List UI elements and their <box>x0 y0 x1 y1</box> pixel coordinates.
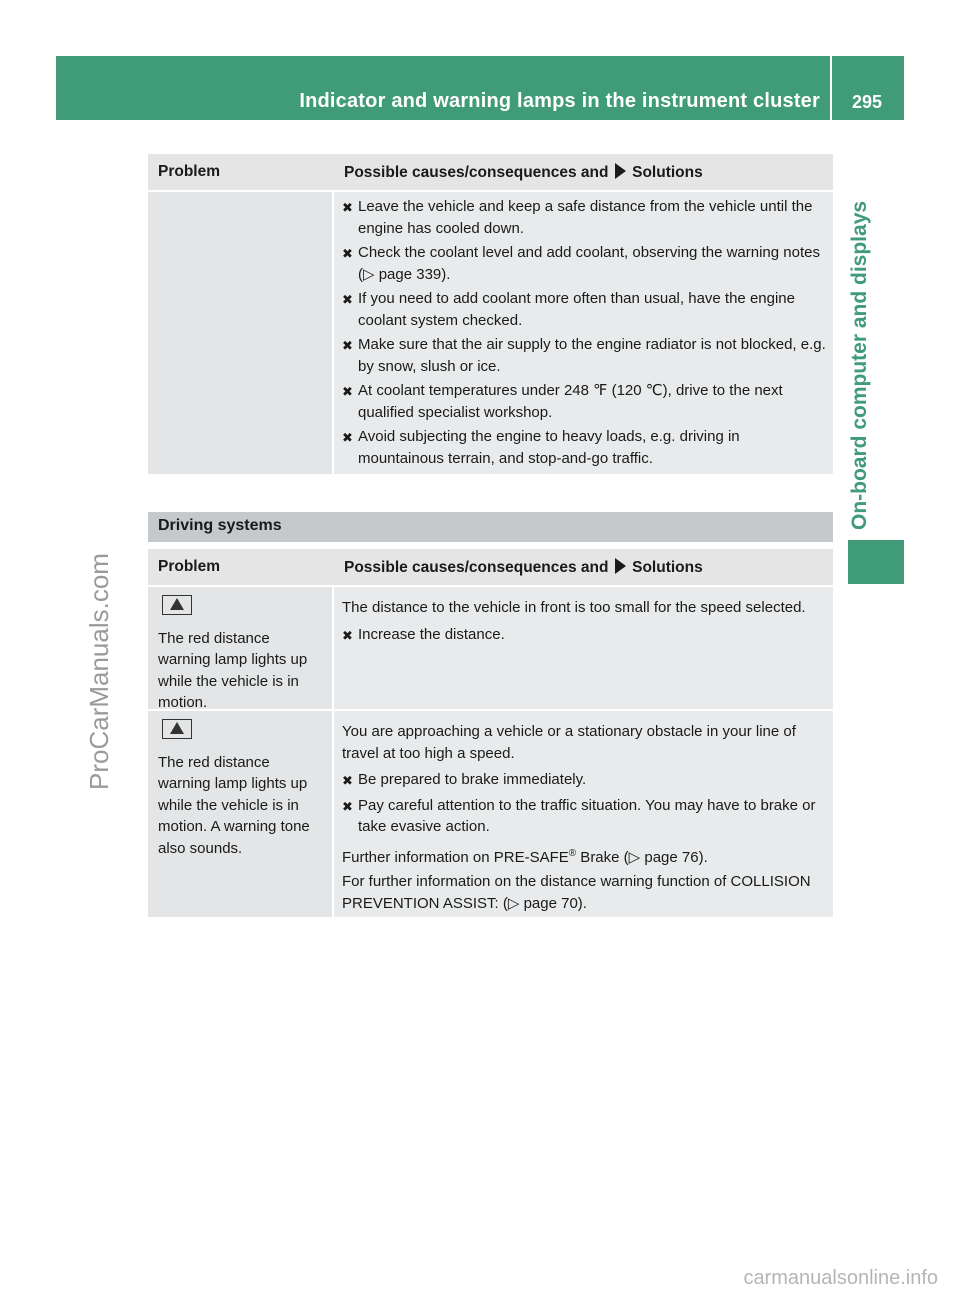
distance-warning-icon <box>162 595 192 615</box>
step-arrow-icon: ✖ <box>342 627 353 643</box>
list-item: ✖ Leave the vehicle and keep a safe distance from the vehicle until the engine has cooled down. <box>342 196 827 239</box>
solutions-cell <box>334 192 833 474</box>
problem-cell <box>148 192 334 474</box>
collision-note: For further information on the distance warning function of COLLISION PREVENTION ASSIST: (▷ page 70). <box>342 873 811 912</box>
side-tab-marker <box>848 540 904 584</box>
column-header-solutions: Possible causes/consequences and Solutions <box>344 163 703 181</box>
column-header-problem: Problem <box>158 163 221 180</box>
solutions-cell: You are approaching a vehicle or a stationary obstacle in your line of travel at too high a speed. ✖ Be prepared to brake immediately. ✖ Pay careful attention to the traffic situation. You may have to brake or take evasive action. Further information on PRE-SAFE® Brake (▷ page 76). For further information on the distance warning function of COLLISION PREVENTION ASSIST: (▷ page 70). <box>334 711 833 917</box>
page-number: 295 <box>851 92 882 112</box>
step-arrow-icon: ✖ <box>342 430 353 445</box>
arrow-icon <box>615 558 626 574</box>
list-item: ✖ If you need to add coolant more often than usual, have the engine coolant system checked. <box>342 288 827 331</box>
driving-systems-table <box>148 549 833 917</box>
table-row <box>148 585 833 709</box>
solutions-cell: The distance to the vehicle in front is too small for the speed selected. ✖ Increase the distance. <box>334 587 833 709</box>
step-arrow-icon: ✖ <box>342 246 353 261</box>
step-arrow-icon: ✖ <box>342 773 353 788</box>
coolant-table <box>148 154 833 474</box>
watermark-bottom: carmanualsonline.info <box>743 1267 938 1289</box>
column-header-solutions: Possible causes/consequences and Solutions <box>344 558 703 576</box>
distance-warning-icon <box>162 719 192 739</box>
header-bar <box>56 56 904 120</box>
page-title: Indicator and warning lamps in the instrument cluster <box>299 90 820 112</box>
arrow-icon <box>615 163 626 179</box>
table-row <box>148 190 833 474</box>
column-header-problem: Problem <box>158 558 221 575</box>
problem-cell: The red distance warning lamp lights up while the vehicle is in motion. <box>148 587 334 709</box>
list-item: ✖ Avoid subjecting the engine to heavy loads, e.g. driving in mountainous terrain, and stop-and-go traffic. <box>342 426 827 469</box>
list-item: ✖ Pay careful attention to the traffic situation. You may have to brake or take evasive action. <box>342 795 827 838</box>
list-item: ✖ Be prepared to brake immediately. <box>342 769 827 792</box>
table-header <box>148 549 833 585</box>
table-row <box>148 709 833 917</box>
pre-safe-note: Further information on PRE-SAFE® Brake (▷ page 76). <box>342 847 708 866</box>
table-header <box>148 154 833 190</box>
step-arrow-icon: ✖ <box>342 200 353 215</box>
step-arrow-icon: ✖ <box>342 384 353 399</box>
header-divider <box>830 56 832 120</box>
step-arrow-icon: ✖ <box>342 798 353 814</box>
list-item: ✖ Check the coolant level and add coolant, observing the warning notes (▷ page 339). <box>342 242 827 285</box>
step-arrow-icon: ✖ <box>342 292 353 307</box>
section-title: Driving systems <box>148 512 833 542</box>
list-item: ✖ Increase the distance. <box>342 624 827 647</box>
step-arrow-icon: ✖ <box>342 338 353 353</box>
list-item: ✖ At coolant temperatures under 248 ℉ (120 ℃), drive to the next qualified specialist workshop. <box>342 380 827 423</box>
problem-cell: The red distance warning lamp lights up while the vehicle is in motion. A warning tone also sounds. <box>148 711 334 917</box>
list-item: ✖ Make sure that the air supply to the engine radiator is not blocked, e.g. by snow, slush or ice. <box>342 334 827 377</box>
